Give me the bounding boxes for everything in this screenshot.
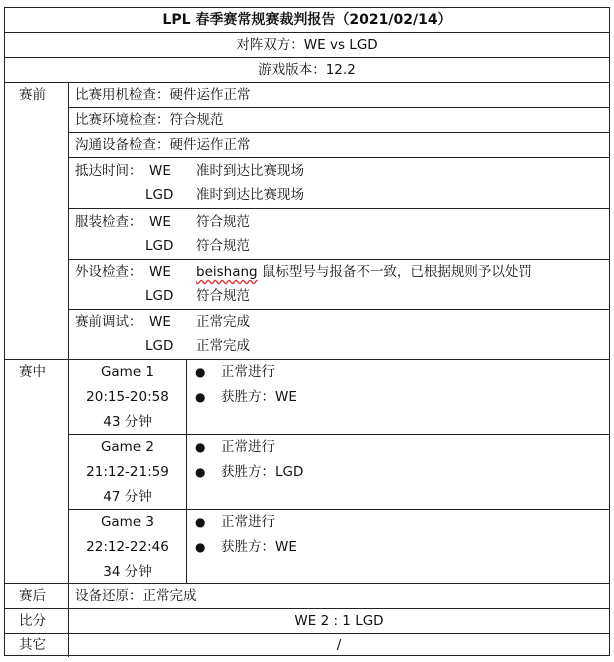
game-duration: 34 分钟 xyxy=(103,564,152,580)
row-divider xyxy=(68,309,609,310)
score-text: WE 2 : 1 LGD xyxy=(294,613,384,629)
check-result: 符合规范 xyxy=(196,238,250,254)
comm-check: 沟通设备检查：硬件运作正常 xyxy=(75,137,251,153)
arrival-check-label: 抵达时间： xyxy=(75,163,143,179)
row-divider xyxy=(68,509,609,510)
check-result: 符合规范 xyxy=(196,288,250,304)
other-text: / xyxy=(336,637,342,653)
row-divider xyxy=(5,32,609,33)
team-name: LGD xyxy=(145,238,174,254)
check-result: 正常完成 xyxy=(196,314,250,330)
post-match-text: 设备还原：正常完成 xyxy=(75,588,197,604)
row-divider xyxy=(68,107,609,108)
game-status: 正常进行 xyxy=(221,364,275,380)
section-label-other: 其它 xyxy=(19,637,46,653)
row-divider xyxy=(5,57,609,58)
row-divider xyxy=(68,259,609,260)
row-divider xyxy=(68,132,609,133)
check-result: 符合规范 xyxy=(196,214,250,230)
team-name: WE xyxy=(149,264,171,280)
game-name: Game 1 xyxy=(100,364,155,380)
check-result: 正常完成 xyxy=(196,338,250,354)
environment-check: 比赛环境检查：符合规范 xyxy=(75,112,224,128)
check-result: 准时到达比赛现场 xyxy=(196,187,304,203)
column-divider xyxy=(186,359,187,583)
bullet: ● xyxy=(195,390,206,404)
section-label-score: 比分 xyxy=(19,613,46,629)
game-status: 正常进行 xyxy=(221,439,275,455)
game-name: Game 2 xyxy=(100,439,155,455)
version-text: 游戏版本：12.2 xyxy=(258,62,356,78)
game-time: 20:15-20:58 xyxy=(86,389,169,405)
game-name: Game 3 xyxy=(100,514,155,530)
team-name: LGD xyxy=(145,288,174,304)
team-name: WE xyxy=(149,163,171,179)
team-name: LGD xyxy=(145,187,174,203)
row-divider xyxy=(5,608,609,609)
report-title: LPL 春季赛常规赛裁判报告（2021/02/14） xyxy=(162,12,452,28)
row-divider xyxy=(68,208,609,209)
game-winner: 获胜方：WE xyxy=(221,389,297,405)
row-divider xyxy=(5,583,609,584)
row-divider xyxy=(68,157,609,158)
bullet: ● xyxy=(195,540,206,554)
bullet: ● xyxy=(195,515,206,529)
game-duration: 43 分钟 xyxy=(103,414,152,430)
game-duration: 47 分钟 xyxy=(103,489,152,505)
section-label-post-match: 赛后 xyxy=(19,588,46,604)
hardware-check: 比赛用机检查：硬件运作正常 xyxy=(75,87,251,103)
matchup-text: 对阵双方：WE vs LGD xyxy=(236,37,378,53)
row-divider xyxy=(5,633,609,634)
player-name: beishang xyxy=(196,264,258,280)
section-label-pre-match: 赛前 xyxy=(19,87,46,103)
game-status: 正常进行 xyxy=(221,514,275,530)
peripheral-check-label: 外设检查： xyxy=(75,264,143,280)
row-divider xyxy=(68,434,609,435)
row-divider xyxy=(5,359,609,360)
check-result xyxy=(196,262,532,282)
team-name: WE xyxy=(149,314,171,330)
team-name: WE xyxy=(149,214,171,230)
setup-check-label: 赛前调试： xyxy=(75,314,143,330)
bullet: ● xyxy=(195,465,206,479)
row-divider xyxy=(5,82,609,83)
game-winner: 获胜方：LGD xyxy=(221,464,304,480)
game-time: 22:12-22:46 xyxy=(86,539,169,555)
attire-check-label: 服装检查： xyxy=(75,214,143,230)
section-label-in-match: 赛中 xyxy=(19,364,46,380)
team-name: LGD xyxy=(145,338,174,354)
game-winner: 获胜方：WE xyxy=(221,539,297,555)
check-result: 准时到达比赛现场 xyxy=(196,163,304,179)
violation-text: 鼠标型号与报备不一致，已根据规则予以处罚 xyxy=(257,264,532,280)
bullet: ● xyxy=(195,440,206,454)
bullet: ● xyxy=(195,365,206,379)
game-time: 21:12-21:59 xyxy=(86,464,169,480)
referee-report-table xyxy=(4,7,610,656)
